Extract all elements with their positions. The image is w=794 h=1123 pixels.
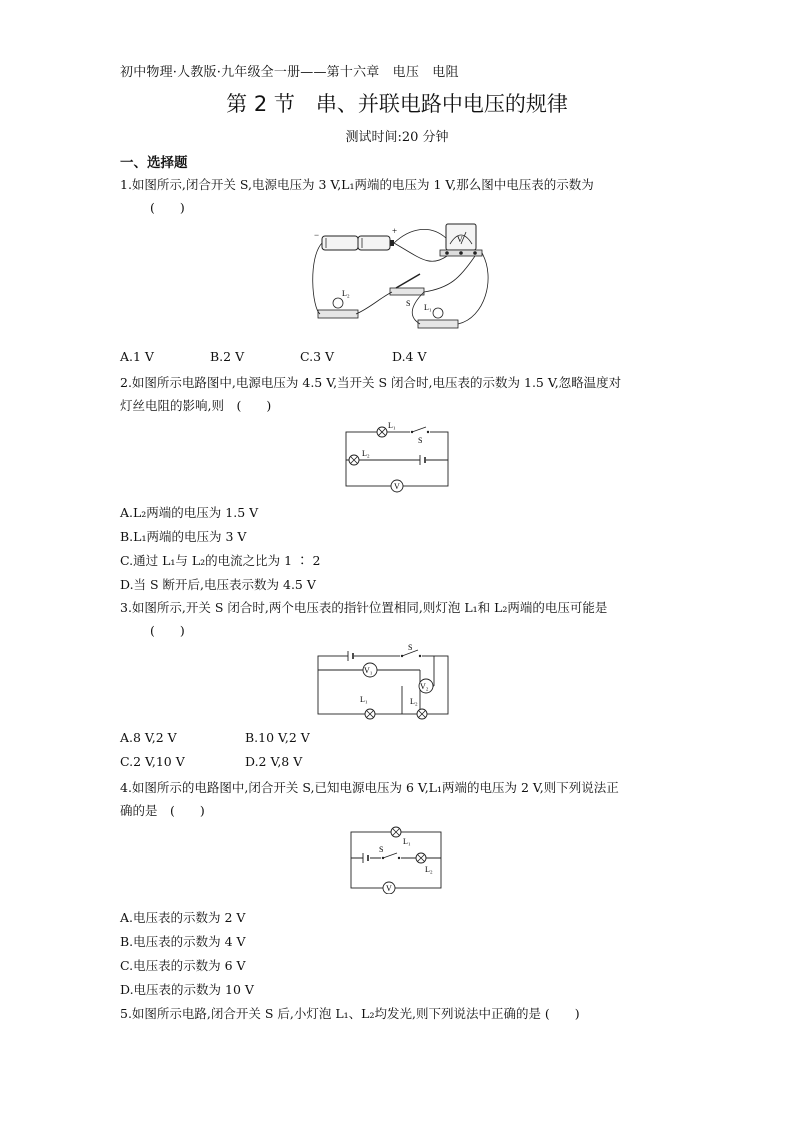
q3-option-b: B.10 V,2 V <box>245 730 310 745</box>
q2-option-b: B.L₁两端的电压为 3 V <box>120 529 247 544</box>
section-heading: 一、选择题 <box>120 155 188 171</box>
q2-option-a: A.L₂两端的电压为 1.5 V <box>120 505 259 520</box>
q1-l2-label: L₂ <box>342 289 350 298</box>
q3-option-a: A.8 V,2 V <box>120 730 177 745</box>
q3-bracket: ( ) <box>150 623 185 638</box>
q3-v1-label: V₁ <box>364 666 373 675</box>
q4-switch-label: S <box>379 845 384 854</box>
q1-circuit-figure <box>300 218 500 340</box>
test-time: 测试时间:20 分钟 <box>345 130 449 145</box>
q1-switch-label: S <box>406 299 411 308</box>
q2-circuit-figure <box>336 418 458 496</box>
q3-v2-label: V₂ <box>420 682 429 691</box>
chapter-header: 初中物理·人教版·九年级全一册——第十六章 电压 电阻 <box>120 65 459 80</box>
q3-stem: 3.如图所示,开关 S 闭合时,两个电压表的指针位置相同,则灯泡 L₁和 L₂两端的电压可能是 <box>120 600 608 615</box>
q3-option-d: D.2 V,8 V <box>245 754 303 769</box>
q2-l2-label: L₂ <box>362 449 370 458</box>
q3-option-c: C.2 V,10 V <box>120 754 185 769</box>
q3-l1-label: L₁ <box>360 695 368 704</box>
q2-switch-label: S <box>418 436 423 445</box>
q1-voltmeter-label: V <box>457 235 463 244</box>
q3-l2-label: L₂ <box>410 697 418 706</box>
q2-option-d: D.当 S 断开后,电压表示数为 4.5 V <box>120 577 316 592</box>
q1-l1-label: L₁ <box>424 303 432 312</box>
q4-l1-label: L₁ <box>403 837 411 846</box>
q4-option-b: B.电压表的示数为 4 V <box>120 934 246 949</box>
q1-option-b: B.2 V <box>210 349 245 364</box>
q4-option-a: A.电压表的示数为 2 V <box>120 910 246 925</box>
q1-option-c: C.3 V <box>300 349 335 364</box>
q1-minus-label: − <box>314 230 320 240</box>
q4-stem-line2: 确的是 ( ) <box>120 803 205 818</box>
q2-l1-label: L₁ <box>388 421 396 430</box>
q2-voltmeter-label: V <box>394 482 400 491</box>
q4-voltmeter-label: V <box>386 884 392 893</box>
q1-stem: 1.如图所示,闭合开关 S,电源电压为 3 V,L₁两端的电压为 1 V,那么图中电压表的示数为 <box>120 177 594 192</box>
q4-l2-label: L₂ <box>425 865 433 874</box>
q4-stem-line1: 4.如图所示的电路图中,闭合开关 S,已知电源电压为 6 V,L₁两端的电压为 2 V,则下列说法正 <box>120 780 619 795</box>
page-title: 第 2 节 串、并联电路中电压的规律 <box>226 92 568 116</box>
q2-stem-line1: 2.如图所示电路图中,电源电压为 4.5 V,当开关 S 闭合时,电压表的示数为 1.5 V,忽略温度对 <box>120 375 622 390</box>
q1-bracket: ( ) <box>150 200 185 215</box>
q1-option-a: A.1 V <box>120 349 154 364</box>
q2-option-c: C.通过 L₁与 L₂的电流之比为 1 ∶ 2 <box>120 553 321 568</box>
q2-stem-line2: 灯丝电阻的影响,则 ( ) <box>120 398 272 413</box>
q1-plus-label: + <box>392 226 398 236</box>
q3-switch-label: S <box>408 643 413 652</box>
q4-option-d: D.电压表的示数为 10 V <box>120 982 254 997</box>
q4-option-c: C.电压表的示数为 6 V <box>120 958 246 973</box>
q1-option-d: D.4 V <box>392 349 427 364</box>
q5-stem: 5.如图所示电路,闭合开关 S 后,小灯泡 L₁、L₂均发光,则下列说法中正确的是 ( ) <box>120 1006 580 1021</box>
q3-circuit-figure <box>310 640 460 724</box>
q4-circuit-figure <box>343 822 449 894</box>
